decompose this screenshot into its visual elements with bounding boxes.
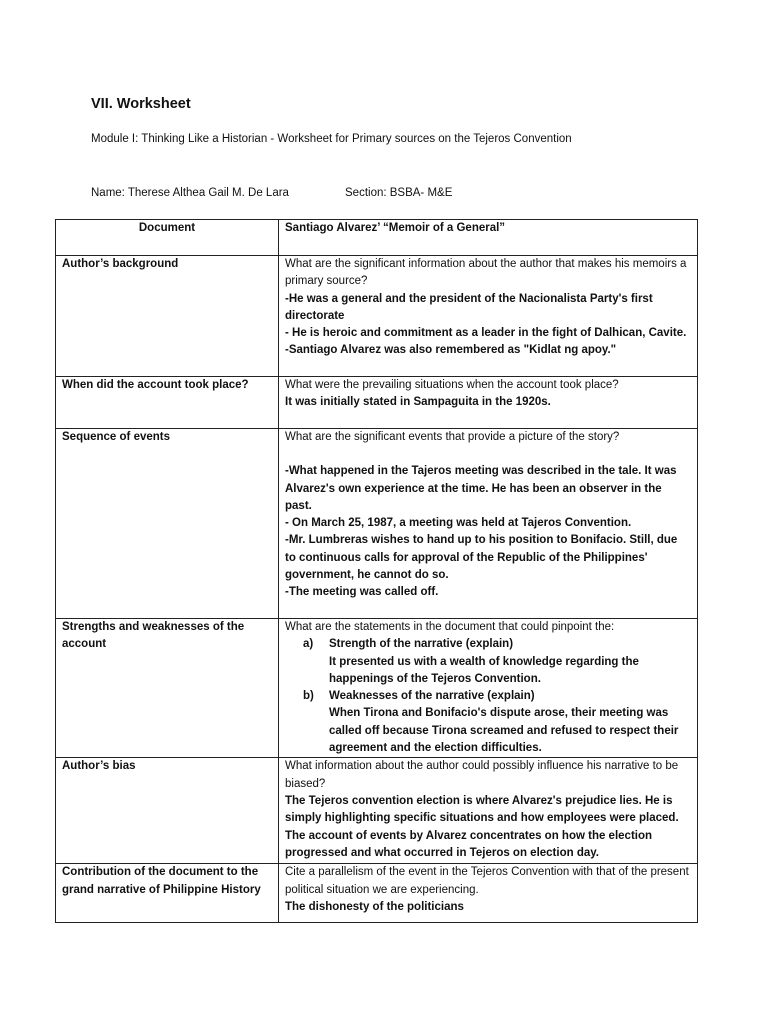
row-content xyxy=(279,758,698,864)
row-label: Author’s bias xyxy=(56,758,279,864)
list-item-title: Strength of the narrative (explain) xyxy=(329,638,514,651)
row-question: What are the significant information about the author that makes his memoirs a primary source? xyxy=(285,258,687,288)
header-document: Document xyxy=(56,220,279,256)
row-label: Author’s background xyxy=(56,256,279,377)
row-content xyxy=(279,619,698,758)
table-row-sequence-of-events xyxy=(56,429,698,619)
row-question: Cite a parallelism of the event in the Tejeros Convention with that of the present political situation we are experiencing. xyxy=(285,866,689,896)
row-question: What were the prevailing situations when the account took place? xyxy=(285,379,619,391)
row-answer: The dishonesty of the politicians xyxy=(285,900,464,913)
table-row-contribution xyxy=(56,864,698,923)
row-content xyxy=(279,377,698,429)
header-source-title: Santiago Alvarez’ “Memoir of a General” xyxy=(279,220,698,256)
row-answer: -He was a general and the president of the Nacionalista Party's first directorate xyxy=(285,292,653,322)
list-item-title: Weaknesses of the narrative (explain) xyxy=(329,690,535,703)
list-marker: a) xyxy=(303,638,314,651)
row-answer: -Mr. Lumbreras wishes to hand up to his position to Bonifacio. Still, due to continuous calls for approval of the Republic of the Philippines' government, he cannot do so. xyxy=(285,534,678,582)
row-label: Sequence of events xyxy=(56,429,279,619)
page-title: VII. Worksheet xyxy=(91,96,191,112)
row-content xyxy=(279,429,698,619)
table-row-when-account xyxy=(56,377,698,429)
row-answer: -What happened in the Tajeros meeting was described in the tale. It was Alvarez's own experience at the time. He has been an observer in the past. xyxy=(285,465,677,512)
module-subtitle: Module I: Thinking Like a Historian - Worksheet for Primary sources on the Tejeros Convention xyxy=(91,133,572,145)
list-item xyxy=(285,636,691,653)
table-header-row xyxy=(56,220,698,256)
row-label: Strengths and weaknesses of the account xyxy=(56,619,279,758)
list-item-text: When Tirona and Bonifacio's dispute arose, their meeting was called off because Tirona screamed and refused to respect their agreement and the election difficulties. xyxy=(329,707,679,755)
row-label: When did the account took place? xyxy=(56,377,279,429)
row-content xyxy=(279,256,698,377)
list-item xyxy=(285,688,691,705)
row-question: What are the significant events that provide a picture of the story? xyxy=(285,431,620,443)
row-question: What information about the author could possibly influence his narrative to be biased? xyxy=(285,760,679,790)
row-answer: -Santiago Alvarez was also remembered as "Kidlat ng apoy." xyxy=(285,344,617,357)
spacer xyxy=(285,446,691,463)
worksheet-table xyxy=(55,219,698,923)
row-answer: The Tejeros convention election is where Alvarez's prejudice lies. He is simply highlighting specific situations and how employees were placed. The account of events by Alvarez concentrates on how the election progressed and what occurred in Tejeros on election day. xyxy=(285,794,679,859)
row-answer: It was initially stated in Sampaguita in the 1920s. xyxy=(285,396,551,409)
row-answer: - He is heroic and commitment as a leader in the fight of Dalhican, Cavite. xyxy=(285,327,687,340)
list-marker: b) xyxy=(303,690,314,703)
table-row-authors-bias xyxy=(56,758,698,864)
row-label: Contribution of the document to the grand narrative of Philippine History xyxy=(56,864,279,923)
table-row-strengths-weaknesses xyxy=(56,619,698,758)
list-item-text: It presented us with a wealth of knowledge regarding the happenings of the Tejeros Convention. xyxy=(329,655,639,685)
row-content xyxy=(279,864,698,923)
table-row-authors-background xyxy=(56,256,698,377)
student-section: Section: BSBA- M&E xyxy=(345,187,453,199)
row-answer: -The meeting was called off. xyxy=(285,586,439,599)
student-name: Name: Therese Althea Gail M. De Lara xyxy=(91,187,289,199)
row-answer: - On March 25, 1987, a meeting was held at Tajeros Convention. xyxy=(285,517,632,530)
row-question: What are the statements in the document that could pinpoint the: xyxy=(285,621,615,633)
